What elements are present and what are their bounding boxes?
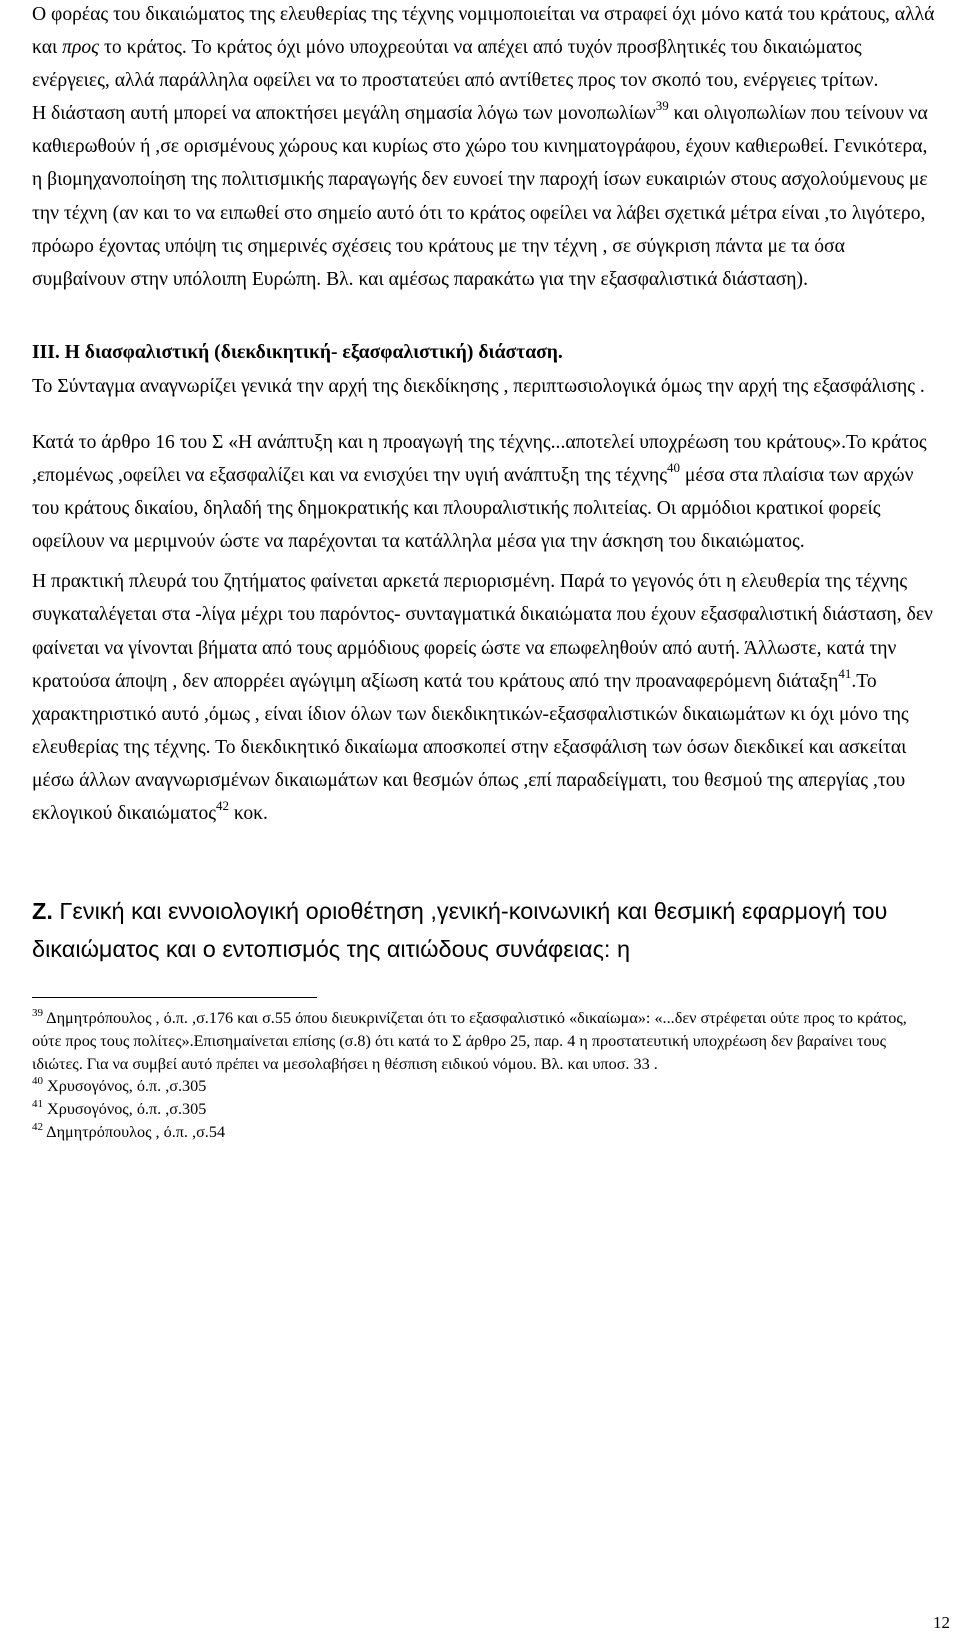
section-heading-iii: ΙΙΙ. Η διασφαλιστική (διεκδικητική- εξασφαλιστική) διάσταση. xyxy=(32,341,563,363)
footnote-ref-40[interactable]: 40 xyxy=(667,460,681,476)
paragraph-3: Το Σύνταγμα αναγνωρίζει γενικά την αρχή της διεκδίκησης , περιπτωσιολογικά όμως την αρχή της εξασφάλισης . xyxy=(32,375,925,397)
paragraph-2-text-b: και ολιγοπωλίων που τείνουν να καθιερωθούν ή ,σε ορισμένους χώρους και κυρίως στο χώρο του κινηματογράφου, έχουν καθιερωθεί. Γενικότερα, η βιομηχανοποίηση της πολιτισμικής παραγωγής δεν ευνοεί την παροχή ίσων ευκαιριών στους ασχολούμενους με την τέχνη (αν και το να ειπωθεί στο σημείο αυτό ότι το κράτος οφείλει να λάβει σχετικά μέτρα είναι ,το λιγότερο, πρόωρο έχοντας υπόψη τις σημερινές σχέσεις του κράτους με την τέχνη , σε σύγκριση πάντα με τα όσα συμβαίνουν στην υπόλοιπη Ευρώπη. Βλ. και αμέσως παρακάτω για την εξασφαλιστικά διάσταση). xyxy=(32,103,928,290)
footnote-ref-42[interactable]: 42 xyxy=(216,797,230,813)
section-heading-z-letter: Ζ. xyxy=(32,898,53,925)
footnote-39 xyxy=(32,1007,938,1075)
paragraph-1-text-b: το κράτος. Το κράτος όχι μόνο υποχρεούται να απέχει από τυχόν προσβλητικές του δικαιώματος ενέργειες, αλλά παράλληλα οφείλει να το προστατεύει από αντίθετες προς τον σκοπό του, ενέργειες τρίτων. xyxy=(32,37,879,92)
page-number: 12 xyxy=(933,1613,950,1632)
footnote-ref-41[interactable]: 41 xyxy=(838,665,852,681)
paragraph-5 xyxy=(32,565,938,830)
footnote-text: Δημητρόπουλος , ό.π. ,σ.54 xyxy=(43,1123,226,1142)
footnote-number: 41 xyxy=(32,1098,43,1111)
footnote-number: 39 xyxy=(32,1007,43,1020)
footnote-text: Χρυσογόνος, ό.π. ,σ.305 xyxy=(43,1077,207,1096)
footnote-text: Χρυσογόνος, ό.π. ,σ.305 xyxy=(43,1100,207,1119)
footnote-number: 40 xyxy=(32,1075,43,1088)
footnote-separator xyxy=(32,997,317,998)
section-heading-z-text: Γενική και εννοιολογική οριοθέτηση ,γενική-κοινωνική και θεσμική εφαρμογή του δικαιώματος και ο εντοπισμός της αιτιώδους συνάφειας: η xyxy=(32,898,888,963)
paragraph-1 xyxy=(32,0,938,97)
footnote-40 xyxy=(32,1075,938,1098)
paragraph-5-text-a: Η πρακτική πλευρά του ζητήματος φαίνεται αρκετά περιορισμένη. Παρά το γεγονός ότι η ελευθερία της τέχνης συγκαταλέγεται στα -λίγα μέχρι του παρόντος- συνταγματικά δικαιώματα που έχουν εξασφαλιστική διάσταση, δεν φαίνεται να γίνονται βήματα από τους αρμόδιους φορείς ώστε να επωφεληθούν από αυτή. Άλλωστε, κατά την κρατούσα άποψη , δεν απορρέει αγώγιμη αξίωση κατά του κράτους από την προαναφερόμενη διάταξη xyxy=(32,571,933,692)
paragraph-1-text-a: Ο φορέας του δικαιώματος της ελευθερίας της τέχνης νομιμοποιείται να στραφεί όχι μόνο κατά του κράτους, αλλά και xyxy=(32,4,935,59)
paragraph-2-text-a: Η διάσταση αυτή μπορεί να αποκτήσει μεγάλη σημασία λόγω των μονοπωλίων xyxy=(32,103,656,125)
footnotes xyxy=(32,1007,938,1144)
footnote-41 xyxy=(32,1098,938,1121)
section-heading-z xyxy=(32,892,938,968)
paragraph-4 xyxy=(32,426,938,558)
paragraph-5-text-c: κοκ. xyxy=(229,802,268,824)
paragraph-4-text-a: Κατά το άρθρο 16 του Σ «Η ανάπτυξη και η προαγωγή της τέχνης...αποτελεί υποχρέωση του κράτους».Το κράτος ,επομένως ,οφείλει να εξασφαλίζει και να ενισχύει την υγιή ανάπτυξη της τέχνης xyxy=(32,431,927,487)
paragraph-4-text-b: μέσα στα πλαίσια των αρχών του κράτους δικαίου, δηλαδή της δημοκρατικής και πλουραλιστικής πολιτείας. Οι αρμόδιοι κρατικοί φορείς οφείλουν να μεριμνούν ώστε να παρέχονται τα κατάλληλα μέσα για την άσκηση του δικαιώματος. xyxy=(32,465,914,553)
footnote-number: 42 xyxy=(32,1121,43,1134)
footnote-ref-39[interactable]: 39 xyxy=(655,98,669,114)
paragraph-2 xyxy=(32,97,938,296)
footnote-text: Δημητρόπουλος , ό.π. ,σ.176 και σ.55 όπου διευκρινίζεται ότι το εξασφαλιστικό «δικαίωμα»: «...δεν στρέφεται ούτε προς το κράτος, ούτε προς τους πολίτες».Επισημαίνεται επίσης (σ.8) ότι κατά το Σ άρθρο 25, παρ. 4 η προστατευτική υποχρέωση δεν βαραίνει τους ιδιώτες. Για να συμβεί αυτό πρέπει να μεσολαβήσει η θέσπιση ειδικού νόμου. Βλ. και υποσ. 33 . xyxy=(32,1009,907,1073)
document-page xyxy=(32,0,938,1144)
paragraph-1-italic: προς xyxy=(62,37,100,59)
paragraph-5-text-b: .Το χαρακτηριστικό αυτό ,όμως , είναι ίδιον όλων των διεκδικητικών-εξασφαλιστικών δικαιωμάτων κι όχι μόνο της ελευθερίας της τέχνης. Το διεκδικητικό δικαίωμα αποσκοπεί στην εξασφάλιση των όσων διεκδικεί και ασκείται μέσω άλλων αναγνωρισμένων δικαιωμάτων και θεσμών όπως ,επί παραδείγματι, του θεσμού της απεργίας ,του εκλογικού δικαιώματος xyxy=(32,670,909,824)
footnote-42 xyxy=(32,1121,938,1144)
